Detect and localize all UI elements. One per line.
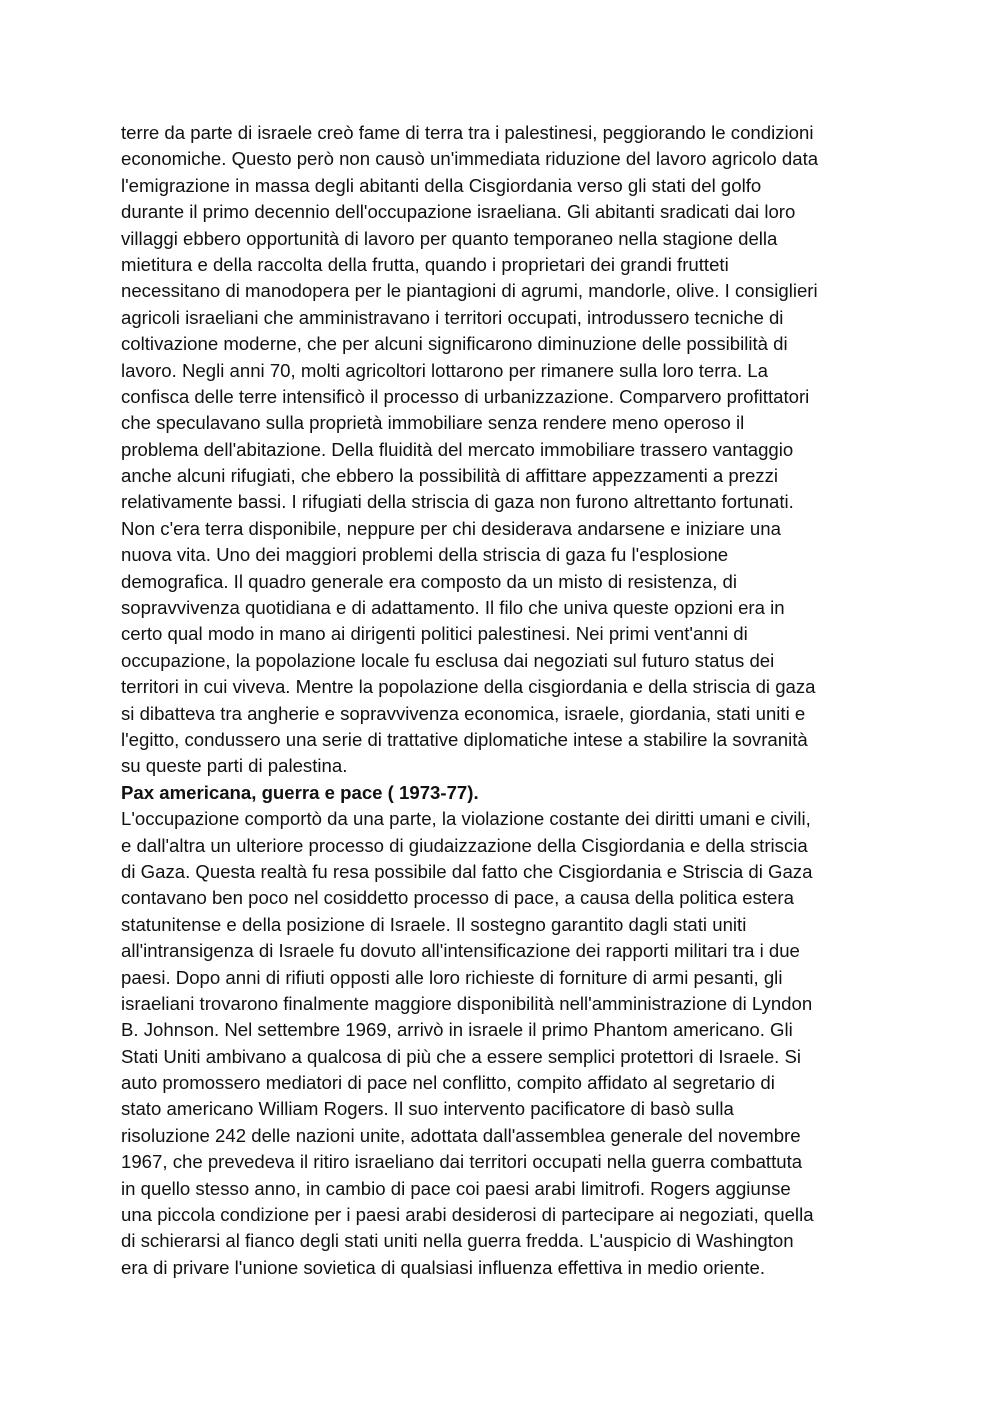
text-line: anche alcuni rifugiati, che ebbero la possibilità di affittare appezzamenti a prezzi — [121, 465, 779, 487]
paragraph-1 — [121, 120, 921, 780]
text-line: in quello stesso anno, in cambio di pace coi paesi arabi limitrofi. Rogers aggiunse — [121, 1177, 791, 1199]
text-line: all'intransigenza di Israele fu dovuto all'intensificazione dei rapporti militari tra i due — [121, 940, 800, 962]
text-line: paesi. Dopo anni di rifiuti opposti alle loro richieste di forniture di armi pesanti, gli — [121, 966, 783, 988]
text-line: nuova vita. Uno dei maggiori problemi della striscia di gaza fu l'esplosione — [121, 544, 729, 566]
text-line: relativamente bassi. I rifugiati della striscia di gaza non furono altrettanto fortunati. — [121, 491, 794, 513]
text-line: stato americano William Rogers. Il suo intervento pacificatore di basò sulla — [121, 1098, 734, 1120]
text-line: si dibatteva tra angherie e sopravvivenza economica, israele, giordania, stati uniti e — [121, 702, 806, 724]
text-line: mietitura e della raccolta della frutta, quando i proprietari dei grandi frutteti — [121, 253, 729, 275]
text-line: di Gaza. Questa realtà fu resa possibile dal fatto che Cisgiordania e Striscia di Gaza — [121, 860, 813, 882]
text-line: occupazione, la popolazione locale fu esclusa dai negoziati sul futuro status dei — [121, 649, 775, 671]
text-line: B. Johnson. Nel settembre 1969, arrivò in israele il primo Phantom americano. Gli — [121, 1019, 793, 1041]
document-body — [121, 120, 921, 1281]
text-line: risoluzione 242 delle nazioni unite, adottata dall'assemblea generale del novembre — [121, 1124, 801, 1146]
text-line: una piccola condizione per i paesi arabi desiderosi di partecipare ai negoziati, quella — [121, 1204, 814, 1226]
text-line: L'occupazione comportò da una parte, la violazione costante dei diritti umani e civili, — [121, 808, 811, 830]
text-line: statunitense e della posizione di Israele. Il sostegno garantito dagli stati uniti — [121, 913, 747, 935]
text-line: terre da parte di israele creò fame di terra tra i palestinesi, peggiorando le condizioni — [121, 122, 814, 143]
text-line: era di privare l'unione sovietica di qualsiasi influenza effettiva in medio oriente. — [121, 1256, 766, 1278]
text-line: auto promossero mediatori di pace nel conflitto, compito affidato al segretario di — [121, 1072, 775, 1094]
text-line: di schierarsi al fianco degli stati uniti nella guerra fredda. L'auspicio di Washington — [121, 1230, 794, 1252]
text-line: israeliani trovarono finalmente maggiore disponibilità nell'amministrazione di Lyndon — [121, 992, 813, 1014]
text-line: agricoli israeliani che amministravano i territori occupati, introdussero tecniche di — [121, 306, 784, 328]
text-line: Stati Uniti ambivano a qualcosa di più che a essere semplici protettori di Israele. Si — [121, 1045, 802, 1067]
text-line: problema dell'abitazione. Della fluidità del mercato immobiliare trassero vantaggio — [121, 438, 794, 460]
text-line: villaggi ebbero opportunità di lavoro per quanto temporaneo nella stagione della — [121, 227, 778, 249]
text-line: su queste parti di palestina. — [121, 755, 348, 777]
text-line: 1967, che prevedeva il ritiro israeliano dai territori occupati nella guerra combattuta — [121, 1151, 803, 1173]
text-line: necessitano di manodopera per le piantagioni di agrumi, mandorle, olive. I consiglieri — [121, 280, 818, 302]
text-line: che speculavano sulla proprietà immobiliare senza rendere meno operoso il — [121, 412, 745, 434]
text-line: sopravvivenza quotidiana e di adattamento. Il filo che univa queste opzioni era in — [121, 597, 785, 619]
text-line: confisca delle terre intensificò il processo di urbanizzazione. Comparvero profittatori — [121, 385, 810, 407]
paragraph-2 — [121, 806, 921, 1281]
text-line: l'emigrazione in massa degli abitanti della Cisgiordania verso gli stati del golfo — [121, 174, 762, 196]
text-line: economiche. Questo però non causò un'immediata riduzione del lavoro agricolo data — [121, 148, 819, 170]
text-line: lavoro. Negli anni 70, molti agricoltori lottarono per rimanere sulla loro terra. La — [121, 359, 768, 381]
text-line: Non c'era terra disponibile, neppure per chi desiderava andarsene e iniziare una — [121, 517, 781, 539]
section-heading: Pax americana, guerra e pace ( 1973-77). — [121, 781, 479, 803]
text-line: coltivazione moderne, che per alcuni significarono diminuzione delle possibilità di — [121, 333, 788, 355]
text-line: demografica. Il quadro generale era composto da un misto di resistenza, di — [121, 570, 737, 592]
text-line: e dall'altra un ulteriore processo di giudaizzazione della Cisgiordania e della striscia — [121, 834, 808, 856]
text-line: contavano ben poco nel cosiddetto processo di pace, a causa della politica estera — [121, 887, 794, 909]
text-line: l'egitto, condussero una serie di trattative diplomatiche intese a stabilire la sovranità — [121, 728, 808, 750]
text-line: durante il primo decennio dell'occupazione israeliana. Gli abitanti sradicati dai loro — [121, 201, 796, 223]
text-line: territori in cui viveva. Mentre la popolazione della cisgiordania e della striscia di gaza — [121, 676, 816, 698]
text-line: certo qual modo in mano ai dirigenti politici palestinesi. Nei primi vent'anni di — [121, 623, 748, 645]
